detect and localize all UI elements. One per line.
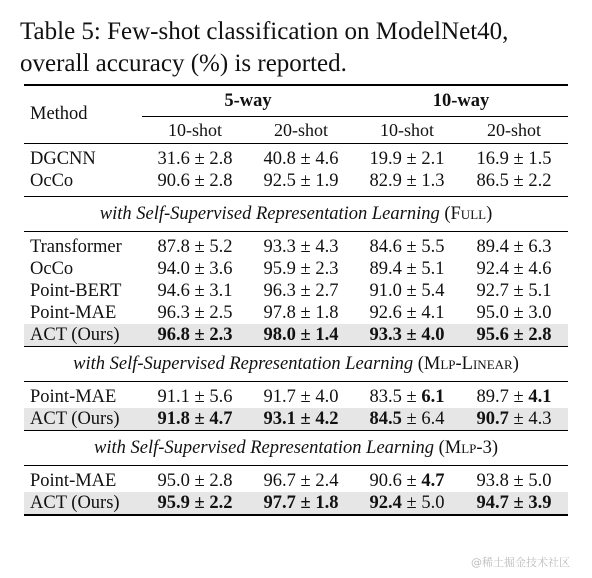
cell: 90.6 ± 2.8	[157, 171, 233, 191]
cell: 40.8 ± 4.6	[263, 149, 339, 169]
cell: 92.5 ± 1.9	[263, 171, 339, 191]
caption-line-1: Table 5: Few-shot classification on ModelNet40,	[20, 18, 509, 45]
cell-std: ± 6.4	[401, 409, 445, 429]
cell: 94.7 ± 3.9	[460, 492, 568, 515]
section-title: with Self-Supervised Representation Learning	[94, 437, 434, 458]
cell: 97.8 ± 1.8	[263, 303, 339, 323]
header-5-way: 5-way	[224, 90, 272, 111]
cell: 93.1 ± 4.2	[248, 408, 354, 431]
cell-value: 89.7 ±	[476, 387, 529, 407]
cell-std: ± 5.0	[401, 493, 445, 513]
cell: 16.9 ± 1.5	[476, 149, 552, 169]
cell: 89.4 ± 6.3	[476, 237, 552, 257]
cell: 96.7 ± 2.4	[263, 471, 339, 491]
cell-std-bold: 4.1	[528, 387, 552, 407]
cell: 91.7 ± 4.0	[263, 387, 339, 407]
table-row	[24, 386, 568, 408]
section-suffix: (Full)	[444, 203, 493, 224]
cell	[460, 386, 568, 408]
cell	[354, 386, 460, 408]
cell: 94.6 ± 3.1	[157, 281, 233, 301]
header-method: Method	[30, 104, 88, 124]
cell: 31.6 ± 2.8	[157, 149, 233, 169]
row-method: ACT (Ours)	[24, 492, 142, 515]
cell: 98.0 ± 1.4	[248, 324, 354, 347]
cell: 92.4 ± 4.6	[476, 259, 552, 279]
header-sub-4: 20-shot	[460, 117, 568, 144]
row-method: DGCNN	[30, 149, 96, 169]
row-method: Point-MAE	[30, 471, 117, 491]
row-method: Transformer	[30, 237, 122, 257]
watermark: @稀土掘金技术社区	[471, 556, 570, 569]
row-method: OcCo	[30, 259, 74, 279]
section-title: with Self-Supervised Representation Learning	[73, 353, 414, 374]
row-method: OcCo	[30, 171, 74, 191]
cell: 92.7 ± 5.1	[476, 281, 552, 301]
cell: 95.0 ± 2.8	[157, 471, 233, 491]
header-10-way: 10-way	[432, 90, 490, 111]
table-row	[24, 170, 568, 192]
table-row-highlighted	[24, 492, 568, 515]
cell: 87.8 ± 5.2	[157, 237, 233, 257]
cell: 94.0 ± 3.6	[157, 259, 233, 279]
cell: 95.0 ± 3.0	[476, 303, 552, 323]
section-suffix: (Mlp-3)	[438, 437, 498, 458]
cell: 19.9 ± 2.1	[369, 149, 445, 169]
cell: 93.3 ± 4.3	[263, 237, 339, 257]
cell-value-bold: 90.7	[476, 409, 509, 429]
results-table	[24, 84, 568, 516]
cell	[460, 408, 568, 431]
cell: 82.9 ± 1.3	[369, 171, 445, 191]
table-row-highlighted	[24, 408, 568, 431]
cell: 91.8 ± 4.7	[142, 408, 248, 431]
cell: 96.3 ± 2.7	[263, 281, 339, 301]
cell: 97.7 ± 1.8	[248, 492, 354, 515]
row-method: ACT (Ours)	[24, 408, 142, 431]
header-sub-3: 10-shot	[354, 117, 460, 144]
section-header-mlp-3	[24, 431, 568, 466]
header-sub-2: 20-shot	[248, 117, 354, 144]
row-method: ACT (Ours)	[24, 324, 142, 347]
caption-line-2: overall accuracy (%) is reported.	[20, 50, 347, 77]
cell-value-bold: 84.5	[369, 409, 402, 429]
cell: 91.0 ± 5.4	[369, 281, 445, 301]
cell-value-bold: 92.4	[369, 493, 402, 513]
cell-value: 90.6 ±	[369, 471, 422, 491]
cell: 92.6 ± 4.1	[369, 303, 445, 323]
table-caption	[20, 16, 580, 80]
table-row	[24, 302, 568, 324]
cell-std-bold: 6.1	[421, 387, 445, 407]
cell-std: ± 4.3	[508, 409, 552, 429]
section-header-full	[24, 197, 568, 232]
cell: 95.6 ± 2.8	[460, 324, 568, 347]
cell: 86.5 ± 2.2	[476, 171, 552, 191]
table-row	[24, 280, 568, 302]
cell: 91.1 ± 5.6	[157, 387, 233, 407]
cell-std-bold: 4.7	[421, 471, 445, 491]
cell: 95.9 ± 2.2	[142, 492, 248, 515]
cell	[354, 408, 460, 431]
section-suffix: (Mlp-Linear)	[417, 353, 519, 374]
row-method: Point-MAE	[30, 303, 117, 323]
table-row	[24, 236, 568, 258]
row-method: Point-BERT	[30, 281, 122, 301]
cell: 96.3 ± 2.5	[157, 303, 233, 323]
table-row	[24, 470, 568, 492]
section-title: with Self-Supervised Representation Learning	[99, 203, 440, 224]
cell	[354, 492, 460, 515]
cell: 95.9 ± 2.3	[263, 259, 339, 279]
cell: 89.4 ± 5.1	[369, 259, 445, 279]
cell: 84.6 ± 5.5	[369, 237, 445, 257]
cell	[354, 470, 460, 492]
cell: 96.8 ± 2.3	[142, 324, 248, 347]
row-method: Point-MAE	[30, 387, 117, 407]
header-sub-1: 10-shot	[142, 117, 248, 144]
cell-value: 83.5 ±	[369, 387, 422, 407]
section-header-mlp-linear	[24, 347, 568, 382]
table-row	[24, 258, 568, 280]
table-row	[24, 148, 568, 170]
table-row-highlighted	[24, 324, 568, 347]
cell: 93.8 ± 5.0	[476, 471, 552, 491]
cell: 93.3 ± 4.0	[354, 324, 460, 347]
